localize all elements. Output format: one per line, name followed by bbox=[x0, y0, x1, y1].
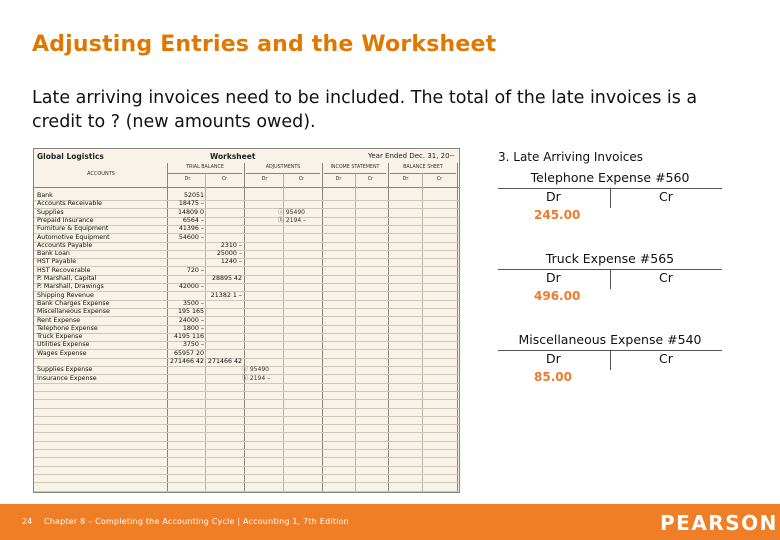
account-name: Telephone Expense bbox=[37, 324, 98, 332]
trial-balance-debit: 18475 – bbox=[178, 200, 204, 208]
t-account-debit-amount: 496.00 bbox=[534, 289, 581, 303]
ws-cr-label: Cr bbox=[367, 177, 374, 182]
account-name: Bank Loan bbox=[37, 250, 70, 258]
trial-balance-credit: 271466 42 bbox=[207, 358, 242, 365]
account-name: Prepaid Insurance bbox=[37, 216, 94, 224]
trial-balance-credit: 1240 – bbox=[220, 258, 242, 266]
account-name: Furniture & Equipment bbox=[37, 225, 109, 233]
account-name: Shipping Revenue bbox=[37, 291, 94, 299]
t-account-dr-label: Dr bbox=[546, 270, 561, 285]
account-name: Accounts Payable bbox=[37, 241, 93, 249]
worksheet-company: Global Logistics bbox=[37, 152, 104, 161]
t-account-divider bbox=[610, 269, 611, 289]
trial-balance-debit: 6564 – bbox=[182, 216, 204, 224]
footer-caption: Chapter 8 – Completing the Accounting Cycle | Accounting 1, 7th Edition bbox=[44, 517, 349, 526]
t-account-divider bbox=[610, 188, 611, 208]
trial-balance-credit: 2310 – bbox=[220, 241, 242, 249]
ws-dr-label: Dr bbox=[184, 177, 191, 182]
account-name: Supplies bbox=[37, 208, 64, 216]
adjustment-entry: ⓑ 2194 – bbox=[278, 216, 307, 224]
trial-balance-debit: 52051 bbox=[183, 192, 204, 199]
trial-balance-credit: 25000 – bbox=[216, 250, 242, 258]
t-account-cr-label: Cr bbox=[659, 189, 673, 204]
worksheet-accounts-header: ACCOUNTS bbox=[87, 171, 115, 177]
trial-balance-debit: 41396 – bbox=[178, 225, 204, 233]
trial-balance-debit: 195 165 bbox=[177, 308, 204, 316]
worksheet-title: Worksheet bbox=[210, 152, 256, 161]
account-name: Accounts Receivable bbox=[37, 200, 102, 208]
ws-dr-label: Dr bbox=[261, 177, 268, 182]
account-name: P. Marshall, Capital bbox=[37, 275, 97, 282]
trial-balance-debit: 14809 0 bbox=[177, 208, 204, 216]
pearson-logo: PEARSON bbox=[660, 511, 778, 535]
trial-balance-debit: 65957 20 bbox=[173, 349, 204, 357]
account-name: Supplies Expense bbox=[37, 366, 93, 374]
t-account-divider bbox=[610, 350, 611, 370]
trial-balance-debit: 24000 – bbox=[178, 316, 204, 324]
worksheet-header bbox=[34, 149, 459, 188]
t-account-name: Telephone Expense #560 bbox=[530, 170, 690, 185]
worksheet-group-adjustments: ADJUSTMENTS bbox=[246, 165, 320, 174]
account-name: Automotive Equipment bbox=[37, 233, 110, 241]
account-name: Insurance Expense bbox=[37, 374, 97, 382]
trial-balance-credit: 21382 1 – bbox=[210, 291, 242, 299]
trial-balance-debit: 4195 116 bbox=[173, 333, 204, 341]
adjustment-entry: ⓑ 2194 – bbox=[242, 374, 271, 382]
worksheet-group-income-statement: INCOME STATEMENT bbox=[324, 165, 386, 174]
account-name: HST Payable bbox=[37, 258, 77, 266]
trial-balance-debit: 42000 – bbox=[178, 283, 204, 291]
account-name: Bank bbox=[37, 192, 53, 199]
account-name: HST Recoverable bbox=[37, 266, 91, 274]
account-name: Wages Expense bbox=[37, 349, 87, 357]
page-number: 24 bbox=[22, 517, 33, 526]
account-name: Miscellaneous Expense bbox=[37, 308, 110, 316]
late-invoices-title: 3. Late Arriving Invoices bbox=[498, 150, 644, 164]
adjustment-entry: ⓘ 95490 bbox=[278, 208, 305, 216]
account-name: Rent Expense bbox=[37, 316, 81, 324]
adjustment-entry: ⓘ 95490 bbox=[242, 366, 269, 374]
t-account-dr-label: Dr bbox=[546, 189, 561, 204]
ws-cr-label: Cr bbox=[298, 177, 305, 182]
trial-balance-credit: 28895 42 bbox=[211, 275, 242, 282]
t-account-name: Truck Expense #565 bbox=[545, 251, 675, 266]
ws-dr-label: Dr bbox=[402, 177, 409, 182]
trial-balance-debit: 54600 – bbox=[178, 233, 204, 241]
trial-balance-debit: 720 – bbox=[186, 266, 204, 274]
slide-body-text: Late arriving invoices need to be included. The total of the late invoices is a credit to ? (new amounts owed). bbox=[32, 88, 698, 132]
t-account-dr-label: Dr bbox=[546, 351, 561, 366]
ws-cr-label: Cr bbox=[221, 177, 228, 182]
t-account-debit-amount: 85.00 bbox=[534, 370, 572, 384]
t-account-cr-label: Cr bbox=[659, 351, 673, 366]
slide-title: Adjusting Entries and the Worksheet bbox=[32, 32, 497, 57]
table-row bbox=[34, 483, 459, 492]
t-account-debit-amount: 245.00 bbox=[534, 208, 581, 222]
trial-balance-debit: 3750 – bbox=[182, 341, 204, 349]
trial-balance-debit: 271466 42 bbox=[169, 358, 204, 365]
account-name: Utilities Expense bbox=[37, 341, 90, 349]
account-name: Truck Expense bbox=[37, 333, 83, 341]
trial-balance-debit: 3500 – bbox=[182, 299, 204, 307]
ws-dr-label: Dr bbox=[335, 177, 342, 182]
ws-cr-label: Cr bbox=[436, 177, 443, 182]
worksheet-period: Year Ended Dec. 31, 20-- bbox=[368, 152, 455, 160]
footer-bar bbox=[0, 504, 780, 540]
account-name: P. Marshall, Drawings bbox=[37, 283, 104, 291]
worksheet-group-balance-sheet: BALANCE SHEET bbox=[390, 165, 456, 174]
trial-balance-debit: 1800 – bbox=[182, 324, 204, 332]
t-account-name: Miscellaneous Expense #540 bbox=[518, 332, 702, 347]
worksheet-image bbox=[33, 148, 460, 493]
account-name: Bank Charges Expense bbox=[37, 299, 110, 307]
worksheet-group-trial-balance: TRIAL BALANCE bbox=[168, 165, 242, 174]
t-account-cr-label: Cr bbox=[659, 270, 673, 285]
